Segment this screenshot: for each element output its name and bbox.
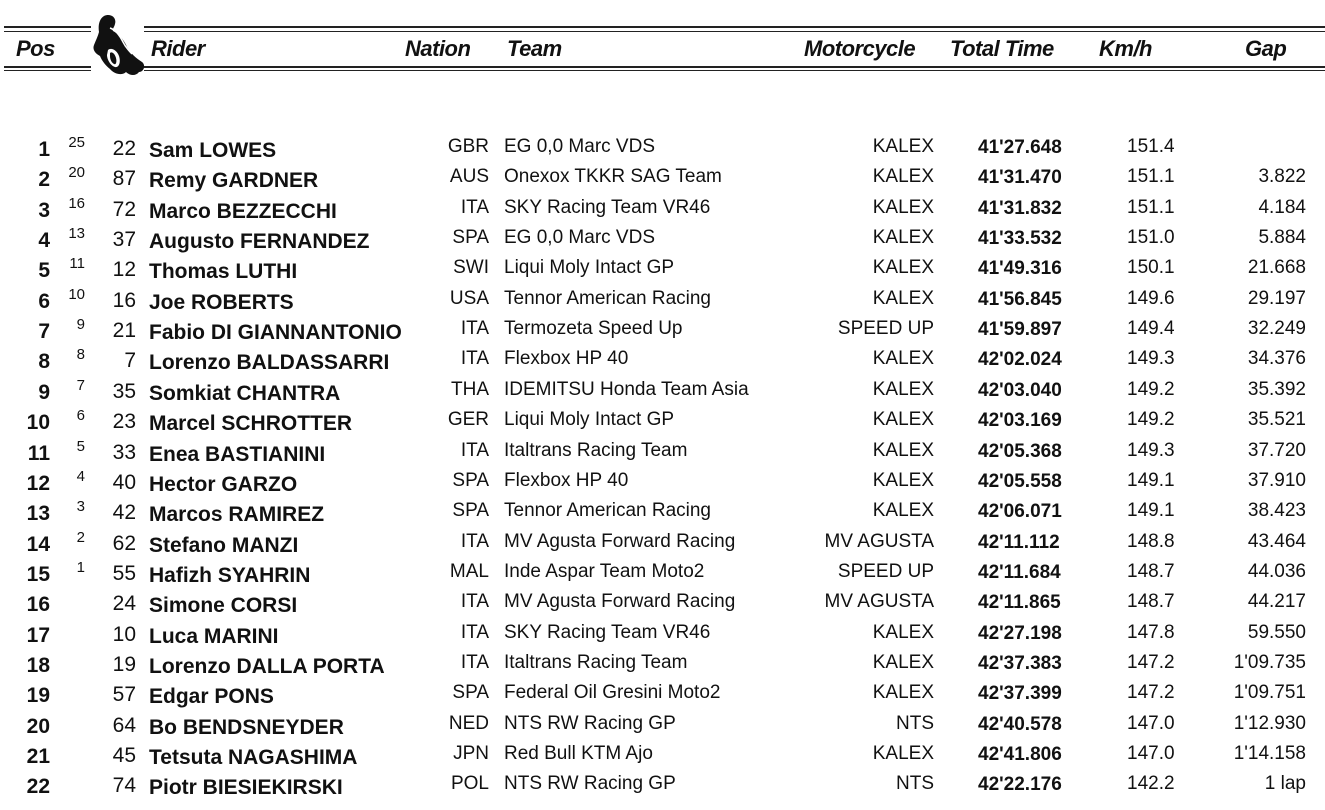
rider-name: Hector GARZO xyxy=(149,472,298,496)
position: 6 xyxy=(38,289,50,313)
nation: SWI xyxy=(453,257,489,279)
position: 18 xyxy=(26,653,50,677)
nation: ITA xyxy=(460,196,489,218)
table-row xyxy=(0,377,1325,407)
team: Liqui Moly Intact GP xyxy=(504,409,675,431)
motorcycle: KALEX xyxy=(872,287,934,309)
points: 11 xyxy=(69,255,85,273)
table-row xyxy=(0,346,1325,376)
total-time: 42'03.169 xyxy=(978,410,1062,432)
rider-number: 33 xyxy=(112,440,136,464)
speed-kmh: 149.4 xyxy=(1127,318,1175,340)
gap: 4.184 xyxy=(1258,196,1306,218)
gap: 43.464 xyxy=(1247,530,1306,552)
rider-name: Remy GARDNER xyxy=(149,169,319,193)
motorcycle: KALEX xyxy=(872,651,934,673)
position: 5 xyxy=(38,259,50,283)
nation: SPA xyxy=(452,469,489,491)
rider-number: 24 xyxy=(112,592,136,616)
gap: 44.036 xyxy=(1247,560,1306,582)
table-row xyxy=(0,589,1325,619)
rider-name: Thomas LUTHI xyxy=(149,260,298,284)
motorcycle: NTS xyxy=(896,712,934,734)
team: SKY Racing Team VR46 xyxy=(504,621,711,643)
header-team: Team xyxy=(507,36,562,61)
team: Tennor American Racing xyxy=(504,287,711,309)
motorcycle-rider-icon xyxy=(86,14,148,80)
header-nation: Nation xyxy=(405,36,471,61)
rider-number: 7 xyxy=(124,349,136,373)
header-rule-top-left xyxy=(4,26,91,28)
gap: 1'09.751 xyxy=(1233,682,1306,704)
team: SKY Racing Team VR46 xyxy=(504,196,711,218)
table-row xyxy=(0,316,1325,346)
points: 2 xyxy=(76,528,85,546)
total-time: 42'03.040 xyxy=(978,379,1062,401)
position: 7 xyxy=(38,320,50,344)
speed-kmh: 151.1 xyxy=(1127,166,1175,188)
total-time: 42'22.176 xyxy=(978,774,1062,796)
total-time: 42'02.024 xyxy=(978,349,1062,371)
rider-name: Marcos RAMIREZ xyxy=(149,503,325,527)
position: 15 xyxy=(26,562,50,586)
rider-number: 62 xyxy=(112,531,136,555)
table-row xyxy=(0,438,1325,468)
points: 1 xyxy=(76,558,85,576)
position: 22 xyxy=(26,775,50,799)
team: Tennor American Racing xyxy=(504,500,711,522)
gap: 1'09.735 xyxy=(1233,651,1306,673)
points: 10 xyxy=(68,285,85,303)
motorcycle: KALEX xyxy=(872,500,934,522)
total-time: 42'05.368 xyxy=(978,440,1062,462)
total-time: 42'06.071 xyxy=(978,501,1062,523)
rider-name: Tetsuta NAGASHIMA xyxy=(149,746,358,769)
rider-name: Simone CORSI xyxy=(149,594,298,618)
motorcycle: KALEX xyxy=(872,196,934,218)
position: 1 xyxy=(38,138,50,161)
points: 20 xyxy=(68,164,85,182)
motorcycle: MV AGUSTA xyxy=(824,591,934,613)
total-time: 41'49.316 xyxy=(978,258,1062,280)
total-time: 42'37.399 xyxy=(978,683,1062,705)
header-pos: Pos xyxy=(16,36,55,61)
total-time: 41'33.532 xyxy=(978,228,1062,250)
motorcycle: KALEX xyxy=(872,257,934,279)
rider-number: 23 xyxy=(112,410,136,434)
points: 25 xyxy=(68,134,85,151)
team: IDEMITSU Honda Team Asia xyxy=(504,378,749,400)
rider-name: Joe ROBERTS xyxy=(149,290,294,314)
total-time: 41'31.470 xyxy=(978,167,1062,189)
speed-kmh: 150.1 xyxy=(1127,257,1175,279)
rider-number: 35 xyxy=(112,379,136,403)
total-time: 41'56.845 xyxy=(978,288,1062,310)
table-row xyxy=(0,255,1325,285)
rider-number: 16 xyxy=(112,288,136,312)
rider-name: Piotr BIESIEKIRSKI xyxy=(149,776,343,800)
motorcycle: KALEX xyxy=(872,439,934,461)
rider-number: 87 xyxy=(112,167,136,191)
header-rule-bottom-left-2 xyxy=(4,70,91,71)
speed-kmh: 151.1 xyxy=(1127,196,1175,218)
gap: 1'12.930 xyxy=(1233,712,1306,734)
nation: NED xyxy=(448,712,489,734)
team: EG 0,0 Marc VDS xyxy=(504,136,655,157)
team: NTS RW Racing GP xyxy=(504,773,676,795)
total-time: 42'11.865 xyxy=(978,592,1061,614)
speed-kmh: 149.2 xyxy=(1127,409,1175,431)
header-gap: Gap xyxy=(1245,36,1287,61)
nation: POL xyxy=(450,773,489,795)
table-row xyxy=(0,498,1325,528)
rider-number: 21 xyxy=(112,319,136,343)
nation: ITA xyxy=(460,651,489,673)
gap: 1'14.158 xyxy=(1233,743,1306,764)
header-rule-top-right-2 xyxy=(144,31,1325,32)
nation: ITA xyxy=(460,591,489,613)
header-kmh: Km/h xyxy=(1099,36,1152,61)
nation: MAL xyxy=(449,560,489,582)
rider-number: 57 xyxy=(112,683,136,707)
total-time: 42'11.112 xyxy=(978,531,1060,553)
team: MV Agusta Forward Racing xyxy=(504,591,736,613)
motorcycle: KALEX xyxy=(872,682,934,704)
gap: 32.249 xyxy=(1247,318,1306,340)
team: Federal Oil Gresini Moto2 xyxy=(504,682,721,704)
table-row xyxy=(0,771,1325,801)
rider-name: Fabio DI GIANNANTONIO xyxy=(149,321,402,345)
rider-number: 19 xyxy=(112,652,136,676)
header-rider: Rider xyxy=(151,36,205,61)
rider-number: 64 xyxy=(112,713,136,737)
speed-kmh: 147.2 xyxy=(1127,682,1175,704)
gap: 29.197 xyxy=(1247,287,1306,309)
rider-name: Luca MARINI xyxy=(149,624,279,648)
gap: 44.217 xyxy=(1247,591,1306,613)
speed-kmh: 151.0 xyxy=(1127,227,1175,249)
rider-name: Bo BENDSNEYDER xyxy=(149,715,344,739)
team: Italtrans Racing Team xyxy=(504,651,688,673)
position: 9 xyxy=(38,380,50,404)
gap: 3.822 xyxy=(1258,166,1306,188)
rider-number: 12 xyxy=(112,258,136,282)
speed-kmh: 151.4 xyxy=(1127,136,1175,157)
nation: ITA xyxy=(460,530,489,552)
gap: 37.720 xyxy=(1247,439,1306,461)
team: Termozeta Speed Up xyxy=(504,318,683,340)
speed-kmh: 148.7 xyxy=(1127,591,1175,613)
table-row xyxy=(0,134,1325,164)
nation: ITA xyxy=(460,348,489,370)
rider-name: Stefano MANZI xyxy=(149,533,299,557)
total-time: 42'40.578 xyxy=(978,713,1062,735)
nation: SPA xyxy=(452,500,489,522)
rider-name: Sam LOWES xyxy=(149,139,277,162)
position: 13 xyxy=(26,502,50,526)
gap: 37.910 xyxy=(1247,469,1306,491)
points: 3 xyxy=(76,498,85,516)
rider-name: Hafizh SYAHRIN xyxy=(149,563,311,587)
team: MV Agusta Forward Racing xyxy=(504,530,736,552)
rider-number: 45 xyxy=(112,744,136,767)
points: 6 xyxy=(76,407,85,425)
position: 4 xyxy=(38,229,50,253)
table-row xyxy=(0,711,1325,741)
table-row xyxy=(0,741,1325,771)
position: 20 xyxy=(26,714,50,738)
rider-number: 55 xyxy=(112,561,136,585)
position: 11 xyxy=(27,441,50,465)
header-rule-bottom-right xyxy=(144,66,1325,68)
speed-kmh: 147.0 xyxy=(1127,712,1175,734)
header-rule-bottom-right-2 xyxy=(144,70,1325,71)
position: 21 xyxy=(26,745,50,768)
header-rule-bottom-left xyxy=(4,66,91,68)
points: 8 xyxy=(76,346,85,364)
nation: GBR xyxy=(447,136,489,157)
speed-kmh: 149.2 xyxy=(1127,378,1175,400)
speed-kmh: 149.3 xyxy=(1127,348,1175,370)
position: 10 xyxy=(26,411,50,435)
header-rule-top-right xyxy=(144,26,1325,28)
position: 14 xyxy=(26,532,50,556)
speed-kmh: 149.1 xyxy=(1127,469,1175,491)
table-row xyxy=(0,164,1325,194)
nation: AUS xyxy=(449,166,489,188)
gap: 5.884 xyxy=(1258,227,1306,249)
points: 4 xyxy=(76,467,85,485)
rider-name: Lorenzo DALLA PORTA xyxy=(149,654,385,678)
rider-name: Augusto FERNANDEZ xyxy=(149,230,370,254)
motorcycle: SPEED UP xyxy=(837,318,934,340)
position: 8 xyxy=(38,350,50,374)
team: Onexox TKKR SAG Team xyxy=(504,166,722,188)
rider-name: Edgar PONS xyxy=(149,685,274,709)
nation: USA xyxy=(449,287,489,309)
rider-name: Marco BEZZECCHI xyxy=(149,199,337,223)
points: 5 xyxy=(76,437,85,455)
gap: 21.668 xyxy=(1247,257,1306,279)
motorcycle: NTS xyxy=(896,773,934,795)
nation: THA xyxy=(451,378,489,400)
gap: 35.392 xyxy=(1247,378,1306,400)
speed-kmh: 147.2 xyxy=(1127,651,1175,673)
nation: ITA xyxy=(460,439,489,461)
header-rule-top-left-2 xyxy=(4,31,91,32)
total-time: 42'27.198 xyxy=(978,622,1062,644)
rider-name: Enea BASTIANINI xyxy=(149,442,326,466)
position: 2 xyxy=(38,168,50,192)
motorcycle: KALEX xyxy=(872,469,934,491)
team: NTS RW Racing GP xyxy=(504,712,676,734)
rider-number: 40 xyxy=(112,470,136,494)
table-row xyxy=(0,407,1325,437)
total-time: 41'59.897 xyxy=(978,319,1062,341)
table-row xyxy=(0,286,1325,316)
motorcycle: KALEX xyxy=(872,348,934,370)
total-time: 41'27.648 xyxy=(978,137,1062,158)
gap: 35.521 xyxy=(1247,409,1306,431)
total-time: 42'05.558 xyxy=(978,470,1062,492)
team: Flexbox HP 40 xyxy=(504,469,629,491)
total-time: 42'11.684 xyxy=(978,561,1061,583)
speed-kmh: 148.7 xyxy=(1127,560,1175,582)
team: EG 0,0 Marc VDS xyxy=(504,227,655,249)
gap: 38.423 xyxy=(1247,500,1306,522)
speed-kmh: 148.8 xyxy=(1127,530,1175,552)
motorcycle: MV AGUSTA xyxy=(824,530,934,552)
speed-kmh: 149.6 xyxy=(1127,287,1175,309)
nation: SPA xyxy=(452,682,489,704)
position: 12 xyxy=(26,471,50,495)
table-row xyxy=(0,680,1325,710)
table-row xyxy=(0,468,1325,498)
nation: ITA xyxy=(460,621,489,643)
motorcycle: KALEX xyxy=(872,136,934,157)
table-row xyxy=(0,195,1325,225)
total-time: 41'31.832 xyxy=(978,197,1062,219)
speed-kmh: 149.1 xyxy=(1127,500,1175,522)
rider-number: 72 xyxy=(112,197,136,221)
rider-name: Lorenzo BALDASSARRI xyxy=(149,351,390,375)
table-row xyxy=(0,529,1325,559)
team: Italtrans Racing Team xyxy=(504,439,688,461)
position: 16 xyxy=(26,593,50,617)
rider-number: 22 xyxy=(112,137,136,160)
motorcycle: KALEX xyxy=(872,409,934,431)
position: 17 xyxy=(26,623,50,647)
motorcycle: SPEED UP xyxy=(837,560,934,582)
rider-number: 74 xyxy=(112,774,136,798)
speed-kmh: 147.0 xyxy=(1127,743,1175,764)
points: 13 xyxy=(68,225,85,243)
header-total-time: Total Time xyxy=(950,36,1054,61)
points: 7 xyxy=(76,376,85,394)
rider-number: 37 xyxy=(112,228,136,252)
rider-name: Marcel SCHROTTER xyxy=(149,412,353,436)
table-row xyxy=(0,559,1325,589)
motorcycle: KALEX xyxy=(872,166,934,188)
table-row xyxy=(0,650,1325,680)
rider-number: 10 xyxy=(112,622,136,646)
total-time: 42'41.806 xyxy=(978,744,1062,765)
table-row xyxy=(0,620,1325,650)
speed-kmh: 149.3 xyxy=(1127,439,1175,461)
team: Inde Aspar Team Moto2 xyxy=(504,560,705,582)
table-row xyxy=(0,225,1325,255)
motorcycle: KALEX xyxy=(872,621,934,643)
motorcycle: KALEX xyxy=(872,743,934,764)
gap: 59.550 xyxy=(1247,621,1306,643)
rider-name: Somkiat CHANTRA xyxy=(149,381,341,405)
team: Red Bull KTM Ajo xyxy=(504,743,653,764)
nation: JPN xyxy=(453,743,489,764)
points: 9 xyxy=(76,316,85,334)
position: 19 xyxy=(26,684,50,708)
rider-number: 42 xyxy=(112,501,136,525)
speed-kmh: 142.2 xyxy=(1127,773,1175,795)
gap: 34.376 xyxy=(1247,348,1306,370)
motorcycle: KALEX xyxy=(872,227,934,249)
motorcycle: KALEX xyxy=(872,378,934,400)
nation: GER xyxy=(447,409,489,431)
header-motorcycle: Motorcycle xyxy=(804,36,916,61)
points: 16 xyxy=(68,194,85,212)
total-time: 42'37.383 xyxy=(978,652,1062,674)
team: Liqui Moly Intact GP xyxy=(504,257,675,279)
team: Flexbox HP 40 xyxy=(504,348,629,370)
nation: SPA xyxy=(452,227,489,249)
gap: 1 lap xyxy=(1264,773,1306,795)
position: 3 xyxy=(38,198,50,222)
speed-kmh: 147.8 xyxy=(1127,621,1175,643)
nation: ITA xyxy=(460,318,489,340)
